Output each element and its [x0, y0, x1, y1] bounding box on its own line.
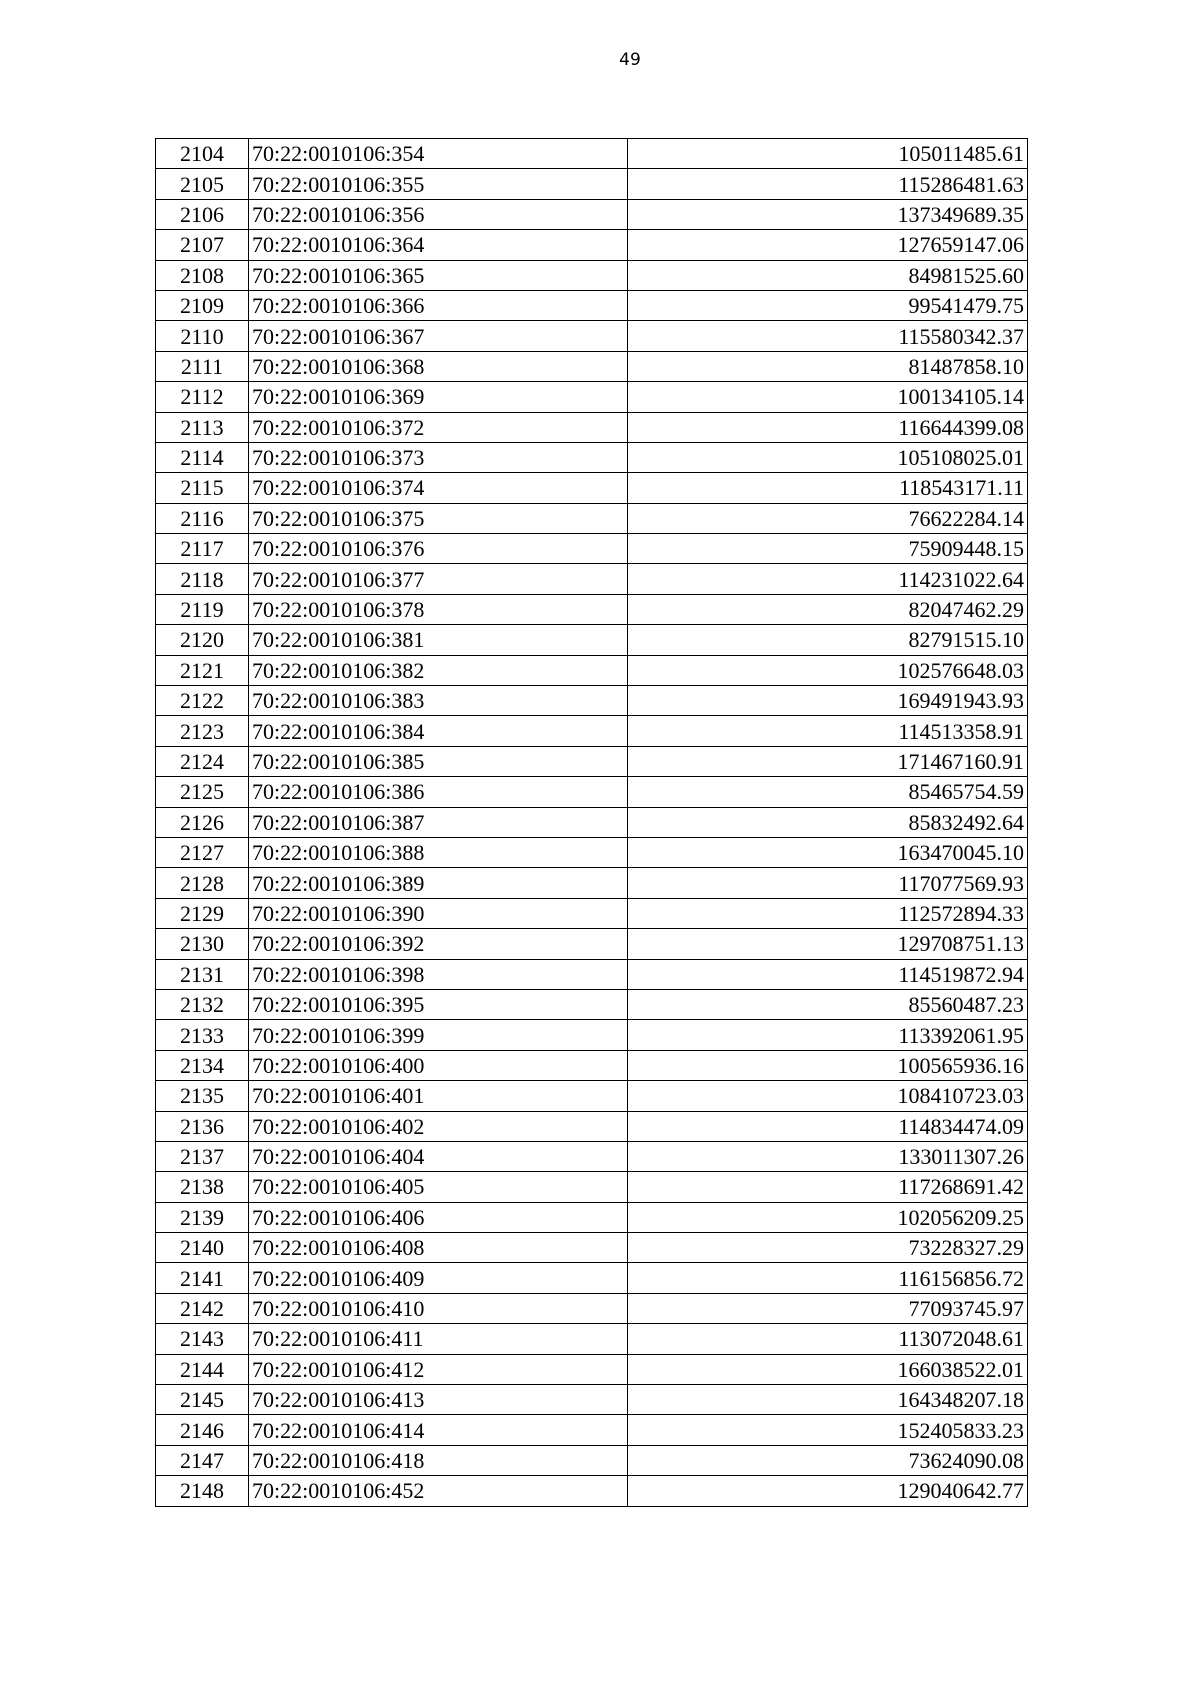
- cadastral-number-cell: 70:22:0010106:452: [249, 1476, 628, 1506]
- cadastral-number-cell: 70:22:0010106:414: [249, 1415, 628, 1445]
- row-number-cell: 2147: [156, 1445, 249, 1475]
- row-number-cell: 2109: [156, 290, 249, 320]
- table-row: [156, 230, 1028, 260]
- cadastral-number-cell: 70:22:0010106:406: [249, 1202, 628, 1232]
- cadastral-value-cell: 73624090.08: [628, 1445, 1028, 1475]
- row-number-cell: 2148: [156, 1476, 249, 1506]
- table-row: [156, 382, 1028, 412]
- row-number-cell: 2118: [156, 564, 249, 594]
- table-row: [156, 169, 1028, 199]
- cadastral-number-cell: 70:22:0010106:386: [249, 777, 628, 807]
- row-number-cell: 2127: [156, 837, 249, 867]
- row-number-cell: 2143: [156, 1324, 249, 1354]
- row-number-cell: 2140: [156, 1233, 249, 1263]
- cadastral-value-cell: 133011307.26: [628, 1141, 1028, 1171]
- table-row: [156, 412, 1028, 442]
- table-row: [156, 351, 1028, 381]
- table-row: [156, 594, 1028, 624]
- cadastral-number-cell: 70:22:0010106:412: [249, 1354, 628, 1384]
- row-number-cell: 2137: [156, 1141, 249, 1171]
- table-row: [156, 1263, 1028, 1293]
- cadastral-value-cell: 137349689.35: [628, 199, 1028, 229]
- cadastral-number-cell: 70:22:0010106:365: [249, 260, 628, 290]
- cadastral-value-cell: 127659147.06: [628, 230, 1028, 260]
- row-number-cell: 2146: [156, 1415, 249, 1445]
- cadastral-value-cell: 102576648.03: [628, 655, 1028, 685]
- row-number-cell: 2133: [156, 1020, 249, 1050]
- row-number-cell: 2138: [156, 1172, 249, 1202]
- row-number-cell: 2119: [156, 594, 249, 624]
- cadastral-number-cell: 70:22:0010106:405: [249, 1172, 628, 1202]
- cadastral-value-cell: 108410723.03: [628, 1081, 1028, 1111]
- cadastral-value-cell: 77093745.97: [628, 1293, 1028, 1323]
- row-number-cell: 2123: [156, 716, 249, 746]
- cadastral-value-cell: 171467160.91: [628, 746, 1028, 776]
- cadastral-number-cell: 70:22:0010106:392: [249, 929, 628, 959]
- cadastral-number-cell: 70:22:0010106:366: [249, 290, 628, 320]
- cadastral-value-cell: 115286481.63: [628, 169, 1028, 199]
- row-number-cell: 2129: [156, 898, 249, 928]
- cadastral-value-cell: 117077569.93: [628, 868, 1028, 898]
- cadastral-number-cell: 70:22:0010106:368: [249, 351, 628, 381]
- table-row: [156, 807, 1028, 837]
- cadastral-number-cell: 70:22:0010106:399: [249, 1020, 628, 1050]
- cadastral-number-cell: 70:22:0010106:384: [249, 716, 628, 746]
- table-row: [156, 1293, 1028, 1323]
- cadastral-number-cell: 70:22:0010106:387: [249, 807, 628, 837]
- cadastral-value-cell: 118543171.11: [628, 473, 1028, 503]
- cadastral-value-cell: 99541479.75: [628, 290, 1028, 320]
- row-number-cell: 2126: [156, 807, 249, 837]
- cadastral-value-cell: 105011485.61: [628, 139, 1028, 169]
- table-row: [156, 1141, 1028, 1171]
- cadastral-value-cell: 129040642.77: [628, 1476, 1028, 1506]
- cadastral-value-cell: 114231022.64: [628, 564, 1028, 594]
- table-row: [156, 1202, 1028, 1232]
- table-row: [156, 686, 1028, 716]
- cadastral-number-cell: 70:22:0010106:413: [249, 1385, 628, 1415]
- table-row: [156, 1385, 1028, 1415]
- row-number-cell: 2139: [156, 1202, 249, 1232]
- table-row: [156, 959, 1028, 989]
- table-row: [156, 989, 1028, 1019]
- cadastral-value-cell: 82047462.29: [628, 594, 1028, 624]
- row-number-cell: 2105: [156, 169, 249, 199]
- cadastral-value-cell: 117268691.42: [628, 1172, 1028, 1202]
- table-row: [156, 746, 1028, 776]
- row-number-cell: 2144: [156, 1354, 249, 1384]
- cadastral-value-cell: 115580342.37: [628, 321, 1028, 351]
- table-row: [156, 260, 1028, 290]
- cadastral-number-cell: 70:22:0010106:390: [249, 898, 628, 928]
- table-row: [156, 473, 1028, 503]
- cadastral-value-cell: 76622284.14: [628, 503, 1028, 533]
- cadastral-number-cell: 70:22:0010106:400: [249, 1050, 628, 1080]
- row-number-cell: 2107: [156, 230, 249, 260]
- table-row: [156, 777, 1028, 807]
- row-number-cell: 2106: [156, 199, 249, 229]
- cadastral-value-cell: 73228327.29: [628, 1233, 1028, 1263]
- table-row: [156, 564, 1028, 594]
- cadastral-value-cell: 166038522.01: [628, 1354, 1028, 1384]
- cadastral-number-cell: 70:22:0010106:408: [249, 1233, 628, 1263]
- row-number-cell: 2124: [156, 746, 249, 776]
- row-number-cell: 2114: [156, 442, 249, 472]
- table-row: [156, 1172, 1028, 1202]
- table-row: [156, 534, 1028, 564]
- row-number-cell: 2115: [156, 473, 249, 503]
- cadastral-number-cell: 70:22:0010106:367: [249, 321, 628, 351]
- cadastral-value-cell: 81487858.10: [628, 351, 1028, 381]
- cadastral-value-cell: 100134105.14: [628, 382, 1028, 412]
- table-row: [156, 929, 1028, 959]
- cadastral-value-cell: 102056209.25: [628, 1202, 1028, 1232]
- cadastral-number-cell: 70:22:0010106:373: [249, 442, 628, 472]
- cadastral-number-cell: 70:22:0010106:388: [249, 837, 628, 867]
- cadastral-number-cell: 70:22:0010106:395: [249, 989, 628, 1019]
- row-number-cell: 2113: [156, 412, 249, 442]
- table-row: [156, 139, 1028, 169]
- cadastral-number-cell: 70:22:0010106:404: [249, 1141, 628, 1171]
- table-row: [156, 503, 1028, 533]
- cadastral-number-cell: 70:22:0010106:378: [249, 594, 628, 624]
- cadastral-value-cell: 113072048.61: [628, 1324, 1028, 1354]
- cadastral-value-cell: 116644399.08: [628, 412, 1028, 442]
- table-row: [156, 625, 1028, 655]
- row-number-cell: 2110: [156, 321, 249, 351]
- cadastral-number-cell: 70:22:0010106:382: [249, 655, 628, 685]
- table-row: [156, 868, 1028, 898]
- table-row: [156, 1354, 1028, 1384]
- row-number-cell: 2135: [156, 1081, 249, 1111]
- table-row: [156, 321, 1028, 351]
- table-row: [156, 1476, 1028, 1506]
- table-row: [156, 898, 1028, 928]
- cadastral-number-cell: 70:22:0010106:374: [249, 473, 628, 503]
- cadastral-number-cell: 70:22:0010106:377: [249, 564, 628, 594]
- cadastral-value-cell: 85465754.59: [628, 777, 1028, 807]
- cadastral-number-cell: 70:22:0010106:381: [249, 625, 628, 655]
- cadastral-number-cell: 70:22:0010106:411: [249, 1324, 628, 1354]
- cadastral-value-cell: 105108025.01: [628, 442, 1028, 472]
- cadastral-value-cell: 112572894.33: [628, 898, 1028, 928]
- cadastral-value-cell: 164348207.18: [628, 1385, 1028, 1415]
- row-number-cell: 2145: [156, 1385, 249, 1415]
- table-row: [156, 442, 1028, 472]
- row-number-cell: 2111: [156, 351, 249, 381]
- table-row: [156, 1020, 1028, 1050]
- table-row: [156, 1233, 1028, 1263]
- cadastral-value-cell: 114519872.94: [628, 959, 1028, 989]
- table-row: [156, 655, 1028, 685]
- row-number-cell: 2112: [156, 382, 249, 412]
- row-number-cell: 2117: [156, 534, 249, 564]
- cadastral-number-cell: 70:22:0010106:398: [249, 959, 628, 989]
- cadastral-value-cell: 84981525.60: [628, 260, 1028, 290]
- cadastral-number-cell: 70:22:0010106:402: [249, 1111, 628, 1141]
- row-number-cell: 2108: [156, 260, 249, 290]
- table-row: [156, 1445, 1028, 1475]
- cadastral-number-cell: 70:22:0010106:369: [249, 382, 628, 412]
- cadastral-value-cell: 163470045.10: [628, 837, 1028, 867]
- cadastral-value-cell: 129708751.13: [628, 929, 1028, 959]
- table-row: [156, 1050, 1028, 1080]
- cadastral-value-cell: 75909448.15: [628, 534, 1028, 564]
- cadastral-number-cell: 70:22:0010106:389: [249, 868, 628, 898]
- cadastral-value-cell: 152405833.23: [628, 1415, 1028, 1445]
- table-row: [156, 1415, 1028, 1445]
- row-number-cell: 2122: [156, 686, 249, 716]
- row-number-cell: 2132: [156, 989, 249, 1019]
- page-number: 49: [619, 50, 641, 70]
- cadastral-value-table: [155, 138, 1028, 1507]
- table-row: [156, 837, 1028, 867]
- cadastral-value-cell: 169491943.93: [628, 686, 1028, 716]
- table-row: [156, 1324, 1028, 1354]
- table-row: [156, 716, 1028, 746]
- row-number-cell: 2134: [156, 1050, 249, 1080]
- row-number-cell: 2136: [156, 1111, 249, 1141]
- cadastral-value-cell: 114834474.09: [628, 1111, 1028, 1141]
- cadastral-number-cell: 70:22:0010106:355: [249, 169, 628, 199]
- cadastral-number-cell: 70:22:0010106:354: [249, 139, 628, 169]
- row-number-cell: 2141: [156, 1263, 249, 1293]
- cadastral-number-cell: 70:22:0010106:375: [249, 503, 628, 533]
- table-row: [156, 199, 1028, 229]
- cadastral-value-cell: 85832492.64: [628, 807, 1028, 837]
- table-row: [156, 1111, 1028, 1141]
- cadastral-value-cell: 85560487.23: [628, 989, 1028, 1019]
- row-number-cell: 2116: [156, 503, 249, 533]
- row-number-cell: 2128: [156, 868, 249, 898]
- row-number-cell: 2121: [156, 655, 249, 685]
- cadastral-number-cell: 70:22:0010106:372: [249, 412, 628, 442]
- row-number-cell: 2104: [156, 139, 249, 169]
- row-number-cell: 2125: [156, 777, 249, 807]
- cadastral-number-cell: 70:22:0010106:409: [249, 1263, 628, 1293]
- cadastral-value-cell: 113392061.95: [628, 1020, 1028, 1050]
- table-row: [156, 290, 1028, 320]
- cadastral-value-cell: 100565936.16: [628, 1050, 1028, 1080]
- cadastral-number-cell: 70:22:0010106:376: [249, 534, 628, 564]
- cadastral-value-cell: 116156856.72: [628, 1263, 1028, 1293]
- cadastral-number-cell: 70:22:0010106:410: [249, 1293, 628, 1323]
- cadastral-number-cell: 70:22:0010106:364: [249, 230, 628, 260]
- cadastral-number-cell: 70:22:0010106:418: [249, 1445, 628, 1475]
- row-number-cell: 2130: [156, 929, 249, 959]
- table-body: [156, 139, 1028, 1507]
- row-number-cell: 2131: [156, 959, 249, 989]
- table-row: [156, 1081, 1028, 1111]
- cadastral-number-cell: 70:22:0010106:383: [249, 686, 628, 716]
- cadastral-number-cell: 70:22:0010106:401: [249, 1081, 628, 1111]
- row-number-cell: 2142: [156, 1293, 249, 1323]
- cadastral-number-cell: 70:22:0010106:385: [249, 746, 628, 776]
- cadastral-number-cell: 70:22:0010106:356: [249, 199, 628, 229]
- cadastral-value-cell: 114513358.91: [628, 716, 1028, 746]
- row-number-cell: 2120: [156, 625, 249, 655]
- cadastral-value-cell: 82791515.10: [628, 625, 1028, 655]
